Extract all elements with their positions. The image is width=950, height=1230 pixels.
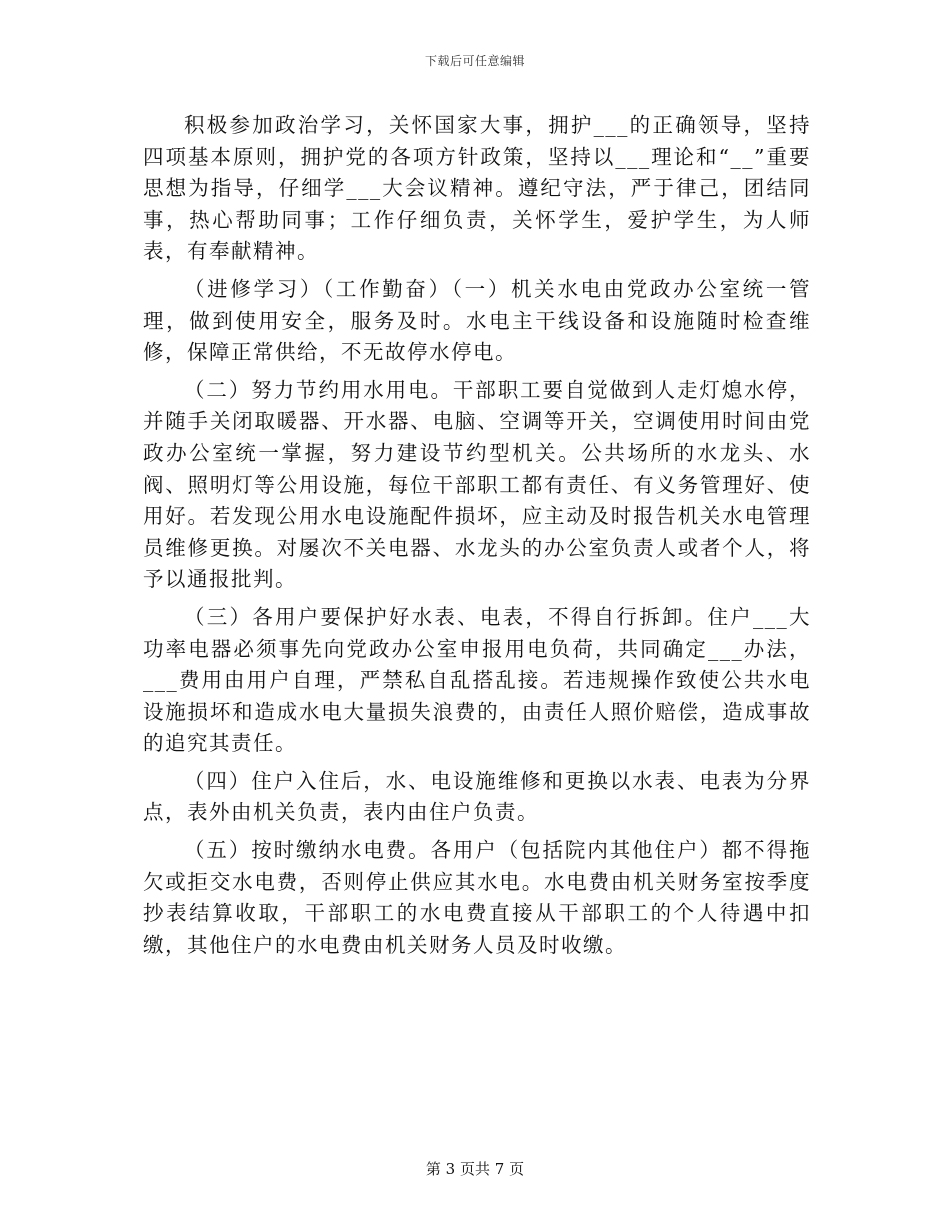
- paragraph-item-2: （二）努力节约用水用电。干部职工要自觉做到人走灯熄水停，并随手关闭取暖器、开水器、电脑、空调等开关，空调使用时间由党政办公室统一掌握，努力建设节约型机关。公共场所的水龙头、水阀、照明灯等公用设施，每位干部职工都有责任、有义务管理好、使用好。若发现公用水电设施配件损坏，应主动及时报告机关水电管理员维修更换。对屡次不关电器、水龙头的办公室负责人或者个人，将予以通报批判。: [143, 377, 811, 592]
- paragraph-political-study: 积极参加政治学习，关怀国家大事，拥护___的正确领导，坚持四项基本原则，拥护党的各项方针政策，坚持以___理论和“__”重要思想为指导，仔细学___大会议精神。遵纪守法，严于律己，团结同事，热心帮助同事；工作仔细负责，关怀学生，爱护学生，为人师表，有奉献精神。: [143, 113, 811, 264]
- paragraph-item-4: （四）住户入住后，水、电设施维修和更换以水表、电表为分界点，表外由机关负责，表内由住户负责。: [143, 768, 811, 825]
- document-body: [143, 110, 811, 967]
- paragraph-item-5: （五）按时缴纳水电费。各用户（包括院内其他住户）都不得拖欠或拒交水电费，否则停止供应其水电。水电费由机关财务室按季度抄表结算收取，干部职工的水电费直接从干部职工的个人待遇中扣缴，其他住户的水电费由机关财务人员及时收缴。: [143, 838, 811, 957]
- paragraph-item-1: （进修学习）（工作勤奋）（一）机关水电由党政办公室统一管理，做到使用安全，服务及时。水电主干线设备和设施随时检查维修，保障正常供给，不无故停水停电。: [143, 276, 811, 365]
- paragraph-item-3: （三）各用户要保护好水表、电表，不得自行拆卸。住户___大功率电器必须事先向党政办公室申报用电负荷，共同确定___办法，___费用由用户自理，严禁私自乱搭乱接。若违规操作致使公共水电设施损坏和造成水电大量损失浪费的，由责任人照价赔偿，造成事故的追究其责任。: [143, 604, 811, 756]
- page-header: 下载后可任意编辑: [424, 54, 525, 68]
- page-number: 第 3 页共 7 页: [425, 1160, 525, 1178]
